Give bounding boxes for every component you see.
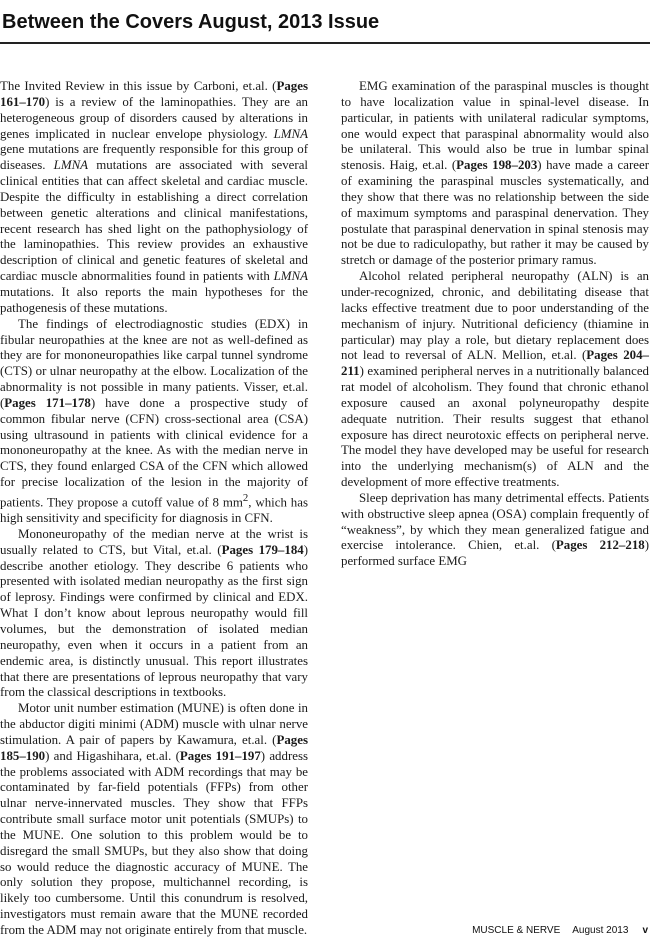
paragraph-sleep-apnea: Sleep deprivation has many detrimental effects. Patients with obstructive sleep apnea (OSA) complain frequently of “weakness”, by which they mean generalized fatigue and exercise intolerance. Chien, et.al. (Pages 212–218) performed surface EMG	[341, 490, 650, 569]
paragraph-median-leprosy: Mononeuropathy of the median nerve at the wrist is usually related to CTS, but Vital, et.al. (Pages 179–184) describe another etiology. They describe 6 patients who presented with isolated median neuropathy as the first sign of leprosy. Findings were confirmed by clinical and EDX. What I don’t know about leprous neuropathy would fill volumes, but the demonstration of isolated median neuropathy, even when it occurs in a patient from an endemic area, is distinctly unusual. This report illustrates that there are presentations of leprous neuropathy that vary from the classical descriptions in textbooks.	[0, 526, 309, 700]
page-reference: Pages 212–218	[555, 538, 645, 553]
header-divider	[0, 42, 650, 44]
journal-name: MUSCLE & NERVE	[472, 925, 561, 936]
page-reference: Pages 198–203	[456, 158, 538, 173]
paragraph-mune: Motor unit number estimation (MUNE) is often done in the abductor digiti minimi (ADM) muscle with ulnar nerve stimulation. A pair of papers by Kawamura, et.al. (Pages 185–190) and Higashihara, et.al. (Pages 191–197) address the problems associated with ADM recordings that may be contaminated by far-field potentials (FFPs) from other ulnar nerve-innervated muscles. They show that FFPs contribute small surface motor unit potentials (SMUPs) to the MUNE. One solution to this problem would be to disregard the small SMUPs, but they also show that doing so would reduce the diagnostic accuracy of MUNE. The only solution they propose, multichannel recording, is likely too cumbersome. Until this conundrum is resolved, investigators must remain aware that the MUNE recorded from the ADM may not originate entirely from that muscle.	[0, 701, 308, 938]
page-number: v	[642, 925, 648, 936]
page-reference: Pages 191–197	[179, 748, 261, 763]
page-reference: Pages 161–170	[0, 79, 308, 109]
issue-date: August 2013	[572, 925, 629, 936]
page-reference: Pages 179–184	[221, 542, 304, 557]
paragraph-alcohol-neuropathy: Alcohol related peripheral neuropathy (ALN) is an under-recognized, chronic, and debilitating disease that lacks effective treatment due to poor understanding of the mechanism of injury. Nutritional deficiency (thiamine in particular) may play a role, but dietary replacement does not lead to reversal of ALN. Mellion, et.al. (Pages 204–211) examined peripheral nerves in a nutritionally balanced rat model of alcoholism. They found that chronic ethanol exposure caused an axonal polyneuropathy despite adequate nutrition. Their results suggest that ethanol exposure has direct neurotoxic effects on peripheral nerve. The model they have developed may be useful for research into the underlying mechanism(s) of ALN and the development of more effective treatments.	[341, 269, 649, 490]
right-column	[341, 79, 649, 570]
page-title: Between the Covers August, 2013 Issue	[2, 11, 380, 33]
paragraph-fibular-neuropathy: The findings of electrodiagnostic studies (EDX) in fibular neuropathies at the knee are not as well-defined as they are for mononeuropathies like carpal tunnel syndrome (CTS) or ulnar neuropathy at the elbow. Localization of the abnormality is not possible in many patients. Visser, et.al. (Pages 171–178) have done a prospective study of common fibular nerve (CFN) cross-sectional area (CSA) using ultrasound in patients with clinical evidence for a mononeuropathy at the knee. As with the median nerve in CTS, they found enlarged CSA of the CFN which allowed for precise localization of the lesion in the majority of patients. They propose a cutoff value of 8 $mm^2$, which has high sensitivity and specificity for diagnosis in CFN.	[0, 316, 308, 526]
page-footer	[460, 925, 648, 936]
page-reference: Pages 204–211	[341, 348, 649, 379]
page-reference: Pages 185–190	[0, 732, 308, 763]
page-reference: Pages 171–178	[4, 395, 91, 410]
paragraph-laminopathies: The Invited Review in this issue by Carboni, et.al. (Pages 161–170) is a review of the laminopathies. They are an heterogeneous group of disorders caused by alterations in genes implicated in nuclear envelope physiology. LMNA gene mutations are frequently responsible for this group of diseases. LMNA mutations are associated with several clinical entities that can affect skeletal and cardiac muscle. Despite the difficulty in establishing a direct correlation between genetic alterations and clinical manifestations, recent research has shed light on the pathophysiology of the laminopathies. This review provides an exhaustive description of clinical and genetic features of skeletal and cardiac muscle abnormalities found in patients with LMNA mutations. It also reports the main hypotheses for the pathogenesis of these mutations.	[0, 79, 309, 315]
paragraph-paraspinal-emg: EMG examination of the paraspinal muscles is thought to have localization value in spinal-level disease. In particular, in patients with unilateral radicular symptoms, one would expect that paraspinal abnormality would also be unilateral. This would also be true in lumbar spinal stenosis. Haig, et.al. (Pages 198–203) have made a career of examining the paraspinal muscles systematically, and they show that there was no relationship between the side of maximum symptoms and paraspinal denervation. They postulate that paraspinal denervation in spinal stenosis may not be due to radiculopathy, but rather it may be caused by stretch or damage of the posterior primary ramus.	[341, 79, 650, 268]
left-column	[0, 79, 308, 939]
